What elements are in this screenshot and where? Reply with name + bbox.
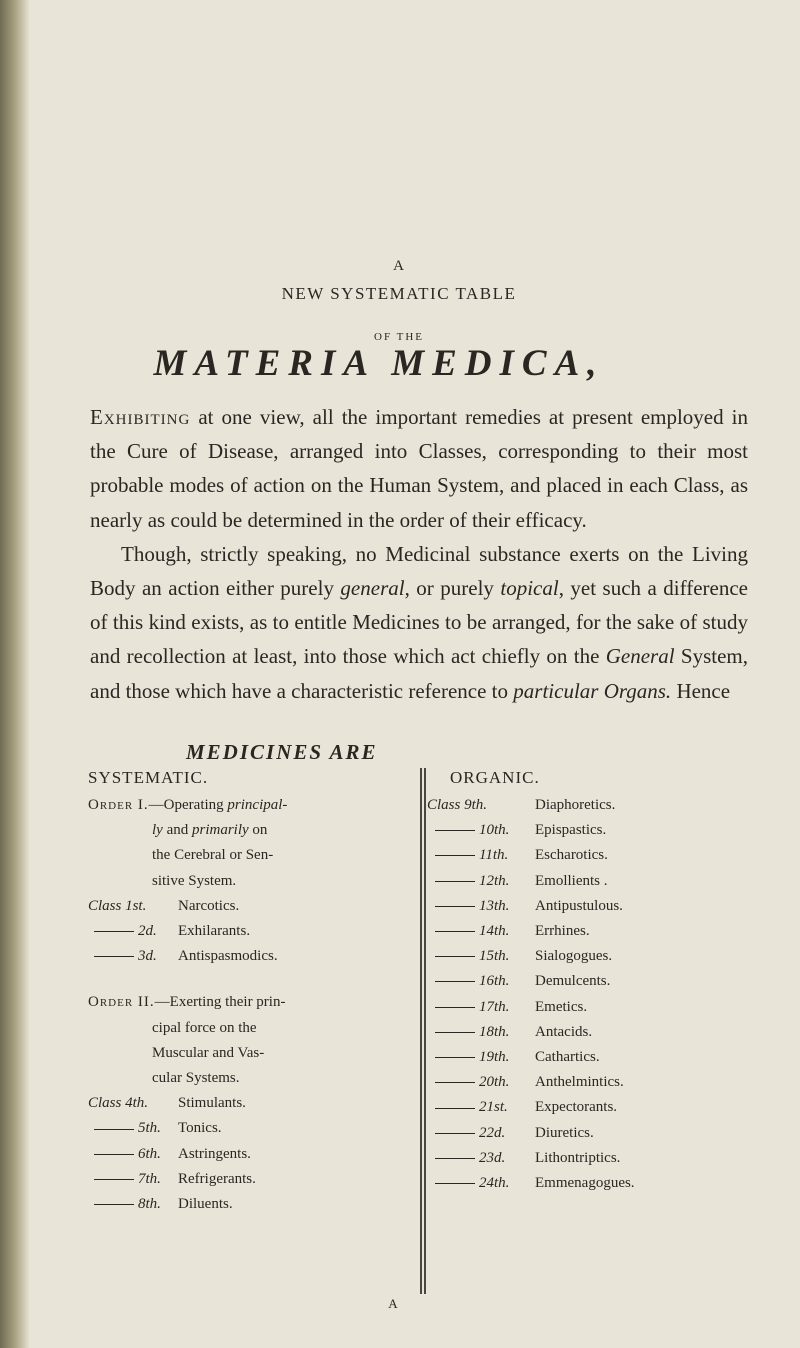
organic-class-list	[427, 793, 747, 1196]
ditto-dash	[435, 855, 475, 856]
class-number-text: 23d.	[479, 1149, 506, 1166]
class-row	[427, 944, 747, 969]
class-name: Stimulants.	[178, 1095, 246, 1112]
class-row	[427, 894, 747, 919]
ditto-dash	[435, 1133, 475, 1134]
class-number	[427, 995, 535, 1020]
class-number	[427, 1121, 535, 1146]
class-row	[427, 1095, 747, 1120]
order-1-line-2	[152, 818, 358, 843]
class-name: Antispasmodics.	[178, 948, 278, 965]
class-name: Exhilarants.	[178, 923, 251, 940]
class-number	[427, 843, 535, 868]
ditto-dash	[435, 956, 475, 957]
class-row	[88, 944, 358, 969]
ditto-dash	[435, 931, 475, 932]
class-row	[427, 1070, 747, 1095]
class-row	[427, 793, 747, 818]
order-1-label: Order I.	[88, 797, 149, 813]
intro-paragraph-2	[90, 537, 748, 708]
medicines-are-heading: MEDICINES ARE	[186, 740, 378, 764]
class-number-text: 14th.	[479, 923, 510, 940]
class-number-text: 24th.	[479, 1175, 510, 1192]
class-number-text: 13th.	[479, 897, 510, 914]
intro-text	[90, 400, 748, 708]
intro-p2-c: , yet such a difference of this kind exists, as to entitle Medicines to be arranged, for the sake of study and recollection at least, into those which act chiefly on the	[90, 576, 748, 669]
class-number-text: 22d.	[479, 1124, 506, 1141]
class-row	[427, 818, 747, 843]
class-row	[427, 995, 747, 1020]
class-name: Emetics.	[535, 998, 588, 1015]
intro-p2-d: System, and those which have a characteristic reference to	[90, 644, 749, 703]
order-2-desc-line-1: —Exerting their prin-	[154, 994, 286, 1011]
class-name: Expectorants.	[535, 1099, 618, 1116]
class-name: Diuretics.	[535, 1124, 594, 1141]
class-number-text: 20th.	[479, 1074, 510, 1091]
order-1-class-list	[88, 894, 358, 970]
class-name: Refrigerants.	[178, 1170, 256, 1187]
class-number-text: Class 9th.	[427, 797, 488, 813]
class-name: Emollients .	[535, 872, 608, 889]
class-row	[88, 1142, 358, 1167]
ditto-dash	[94, 931, 134, 932]
class-number	[427, 1171, 535, 1196]
class-number	[88, 919, 178, 944]
class-number	[427, 818, 535, 843]
class-name: Escharotics.	[535, 847, 608, 864]
class-number	[427, 969, 535, 994]
class-number	[427, 944, 535, 969]
class-row	[88, 1116, 358, 1141]
class-number-text: 2d.	[138, 923, 157, 940]
order-1-line-3: the Cerebral or Sen-	[152, 847, 274, 864]
class-row	[427, 1045, 747, 1070]
order-1-desc-a: —Operating	[148, 797, 228, 813]
class-number-text: 11th.	[479, 847, 509, 864]
class-row	[88, 1167, 358, 1192]
class-name: Antipustulous.	[535, 897, 623, 914]
class-number-text: 12th.	[479, 872, 510, 889]
order-2-line-2: cipal force on the	[152, 1019, 257, 1036]
class-number-text: 7th.	[138, 1170, 161, 1187]
systematic-column	[88, 793, 358, 1217]
class-row	[88, 894, 358, 919]
header-letter-a: A	[393, 258, 405, 274]
spacer	[88, 969, 358, 990]
intro-paragraph-1	[90, 400, 748, 537]
class-name: Diaphoretics.	[535, 797, 616, 813]
class-row	[88, 1091, 358, 1116]
order-1-primarily: primarily	[192, 822, 249, 839]
class-number	[427, 894, 535, 919]
column-divider	[420, 768, 422, 1294]
class-row	[427, 969, 747, 994]
order-2-line-4: cular Systems.	[152, 1070, 240, 1087]
class-name: Errhines.	[535, 923, 590, 940]
exhibiting-word: Exhibiting	[90, 405, 191, 429]
class-number	[427, 869, 535, 894]
class-number	[88, 1142, 178, 1167]
class-name: Astringents.	[178, 1145, 251, 1162]
ditto-dash	[435, 1082, 475, 1083]
intro-p2-b: , or purely	[404, 576, 501, 601]
class-row	[427, 869, 747, 894]
order-1-line-4: sitive System.	[152, 872, 237, 889]
class-name: Sialogogues.	[535, 948, 613, 965]
column-divider-2	[424, 768, 426, 1294]
intro-p2-topical: topical	[500, 576, 559, 601]
intro-p2-general: general	[340, 576, 405, 601]
intro-p2-organs: particular Organs.	[513, 678, 672, 703]
intro-p2-e: Hence	[671, 678, 731, 703]
class-row	[88, 1192, 358, 1217]
order-1-line	[88, 793, 358, 818]
class-number	[427, 1095, 535, 1120]
ditto-dash	[435, 1007, 475, 1008]
class-number	[427, 1070, 535, 1095]
class-name: Lithontriptics.	[535, 1149, 621, 1166]
class-number-text: Class 4th.	[88, 1095, 149, 1112]
page-title: NEW SYSTEMATIC TABLE	[281, 284, 517, 303]
class-number-text: 19th.	[479, 1049, 510, 1066]
class-number-text: 10th.	[479, 822, 510, 839]
class-number	[88, 894, 178, 919]
ditto-dash	[94, 1129, 134, 1130]
class-row	[427, 1171, 747, 1196]
order-1-on: on	[248, 822, 268, 839]
class-number-text: 6th.	[138, 1145, 161, 1162]
class-name: Emmenagogues.	[535, 1175, 635, 1192]
ditto-dash	[94, 1204, 134, 1205]
ditto-dash	[94, 1154, 134, 1155]
ditto-dash	[94, 956, 134, 957]
class-name: Epispastics.	[535, 822, 607, 839]
ditto-dash	[94, 1179, 134, 1180]
ditto-dash	[435, 1183, 475, 1184]
class-number	[427, 1020, 535, 1045]
intro-p2-a: Though, strictly speaking, no Medicinal substance exerts on the Living Body an action either purely	[90, 541, 748, 601]
order-2-class-list	[88, 1091, 358, 1217]
ditto-dash	[435, 1032, 475, 1033]
book-binding-edge	[0, 0, 30, 1348]
class-number-text: 17th.	[479, 998, 510, 1015]
header-materia-medica: MATERIA MEDICA,	[153, 343, 605, 384]
class-name: Narcotics.	[178, 897, 240, 914]
order-1-ly: ly	[152, 822, 163, 839]
ditto-dash	[435, 881, 475, 882]
class-name: Antacids.	[535, 1023, 593, 1040]
order-2-line	[88, 990, 358, 1015]
class-number	[427, 1146, 535, 1171]
class-name: Tonics.	[178, 1120, 222, 1137]
header-of-the: OF THE	[374, 331, 424, 343]
systematic-heading: SYSTEMATIC.	[88, 768, 209, 787]
class-number	[427, 1045, 535, 1070]
class-number	[88, 944, 178, 969]
class-name: Anthelmintics.	[535, 1074, 624, 1091]
ditto-dash	[435, 1158, 475, 1159]
class-number	[88, 1192, 178, 1217]
class-row	[427, 1020, 747, 1045]
class-number	[427, 919, 535, 944]
order-1-and: and	[162, 822, 192, 839]
class-number-text: 5th.	[138, 1120, 161, 1137]
class-number-text: 16th.	[479, 973, 510, 990]
intro-p2-general-system: General	[605, 644, 675, 669]
order-1-desc-principally: principal-	[227, 797, 288, 813]
class-row	[427, 1146, 747, 1171]
class-row	[427, 919, 747, 944]
class-row	[88, 919, 358, 944]
ditto-dash	[435, 830, 475, 831]
class-row	[427, 843, 747, 868]
order-2-label: Order II.	[88, 994, 155, 1011]
ditto-dash	[435, 981, 475, 982]
ditto-dash	[435, 906, 475, 907]
ditto-dash	[435, 1057, 475, 1058]
signature-mark: A	[388, 1296, 398, 1311]
book-page	[38, 0, 760, 1348]
organic-column	[427, 793, 747, 1196]
order-2-line-3: Muscular and Vas-	[152, 1044, 265, 1061]
ditto-dash	[435, 1108, 475, 1109]
organic-heading: ORGANIC.	[450, 768, 540, 787]
class-number-text: 8th.	[138, 1196, 161, 1213]
class-row	[427, 1121, 747, 1146]
class-number-text: 15th.	[479, 948, 510, 965]
class-name: Cathartics.	[535, 1049, 600, 1066]
class-number	[88, 1167, 178, 1192]
intro-p1-rest: at one view, all the important remedies at present employed in the Cure of Disease, arranged into Classes, corresponding to their most probable modes of action on the Human System, and placed in each Class, as nearly as could be determined in the order of their efficacy.	[90, 405, 749, 532]
class-number-text: 21st.	[479, 1099, 508, 1116]
class-number	[88, 1116, 178, 1141]
class-number-text: 18th.	[479, 1023, 510, 1040]
class-number-text: 3d.	[138, 948, 157, 965]
class-number	[427, 793, 535, 818]
class-number	[88, 1091, 178, 1116]
class-number-text: Class 1st.	[88, 897, 147, 914]
class-name: Demulcents.	[535, 973, 611, 990]
class-name: Diluents.	[178, 1196, 233, 1213]
